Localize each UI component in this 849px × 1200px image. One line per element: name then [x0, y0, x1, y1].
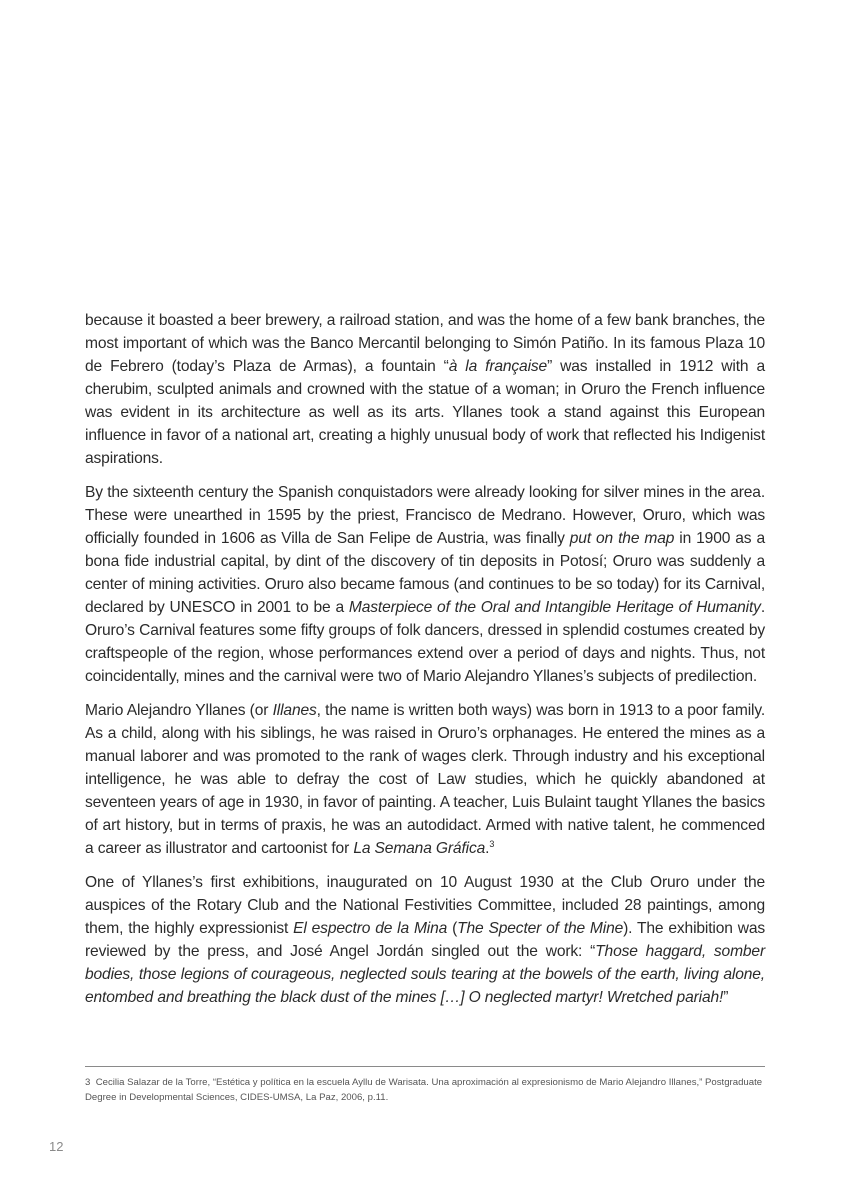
text-run: .: [485, 840, 490, 857]
footnote: [85, 1075, 765, 1105]
text-run: Mario Alejandro Yllanes (or: [85, 702, 273, 719]
text-run: because it boasted a beer brewery, a railroad station, and was the home of a few bank branches, the most important of which was the Banco Mercantil belonging to Simón Patiño. In its famous Plaza 10 de Febrero (today’s Plaza de Armas), a fountain “: [85, 312, 765, 375]
paragraph: [85, 871, 765, 1009]
text-run: ” was installed in 1912 with a cherubim, sculpted animals and crowned with the statue of a woman; in Oruro the French influence was evident in its architecture as well as its arts. Yllanes took a stand against this European influence in favor of a national art, creating a highly unusual body of work that reflected his Indigenist aspirations.: [85, 358, 765, 467]
italic-text: à la française: [448, 358, 548, 375]
footnote-reference: 3: [489, 838, 495, 849]
footnote-number: 3: [85, 1077, 91, 1088]
italic-text: Illanes: [272, 702, 317, 719]
text-run: . Oruro’s Carnival features some fifty groups of folk dancers, dressed in splendid costumes created by craftspeople of the region, whose performances extend over a period of days and nights. Thus, not coincidentally, mines and the carnival were two of Mario Alejandro Yllanes’s subjects of predilection.: [85, 599, 766, 685]
paragraph: [85, 309, 765, 470]
text-run: ”: [723, 989, 729, 1006]
paragraph: [85, 481, 765, 688]
text-run: By the sixteenth century the Spanish conquistadors were already looking for silver mines in the area. These were unearthed in 1595 by the priest, Francisco de Medrano. However, Oruro, which was officially founded in 1606 as Villa de San Felipe de Austria, was finally: [85, 484, 765, 547]
text-run: ). The exhibition was reviewed by the press, and José Angel Jordán singled out the work: “: [85, 920, 765, 960]
page-number: 12: [49, 1139, 64, 1154]
text-run: One of Yllanes’s first exhibitions, inaugurated on 10 August 1930 at the Club Oruro under the auspices of the Rotary Club and the National Festivities Committee, included 28 paintings, among them, the highly expressionist: [85, 874, 765, 937]
footnote-divider: [85, 1066, 765, 1067]
italic-text: La Semana Gráfica: [353, 840, 486, 857]
italic-text: Those haggard, somber bodies, those legions of courageous, neglected souls tearing at the bowels of the earth, living alone, entombed and breathing the black dust of the mines […] O neglected martyr! Wretched pariah!: [85, 943, 765, 1006]
text-run: , the name is written both ways) was born in 1913 to a poor family. As a child, along with his siblings, he was raised in Oruro’s orphanages. He entered the mines as a manual laborer and was promoted to the rank of wages clerk. Through industry and his exceptional intelligence, he was able to defray the cost of Law studies, which he quickly abandoned at seventeen years of age in 1930, in favor of painting. A teacher, Luis Bulaint taught Yllanes the basics of art history, but in terms of praxis, he was an autodidact. Armed with native talent, he commenced a career as illustrator and cartoonist for: [85, 702, 765, 857]
body-text: [85, 309, 765, 1020]
italic-text: El espectro de la Mina: [293, 920, 448, 937]
text-run: in 1900 as a bona fide industrial capital, by dint of the discovery of tin deposits in Potosí; Oruro was suddenly a center of mining activities. Oruro also became famous (and continues to be so today) for its Carnival, declared by UNESCO in 2001 to be a: [85, 530, 766, 616]
italic-text: put on the map: [569, 530, 675, 547]
italic-text: Masterpiece of the Oral and Intangible Heritage of Humanity: [348, 599, 761, 616]
text-run: (: [447, 920, 458, 937]
italic-text: The Specter of the Mine: [457, 920, 624, 937]
footnote-text: Cecilia Salazar de la Torre, “Estética y política en la escuela Ayllu de Warisata. Una aproximación al expresionismo de Mario Alejandro Illanes,” Postgraduate Degree in Developmental Sciences, CIDES-UMSA, La Paz, 2006, p.11.: [85, 1077, 763, 1103]
paragraph: [85, 699, 765, 860]
